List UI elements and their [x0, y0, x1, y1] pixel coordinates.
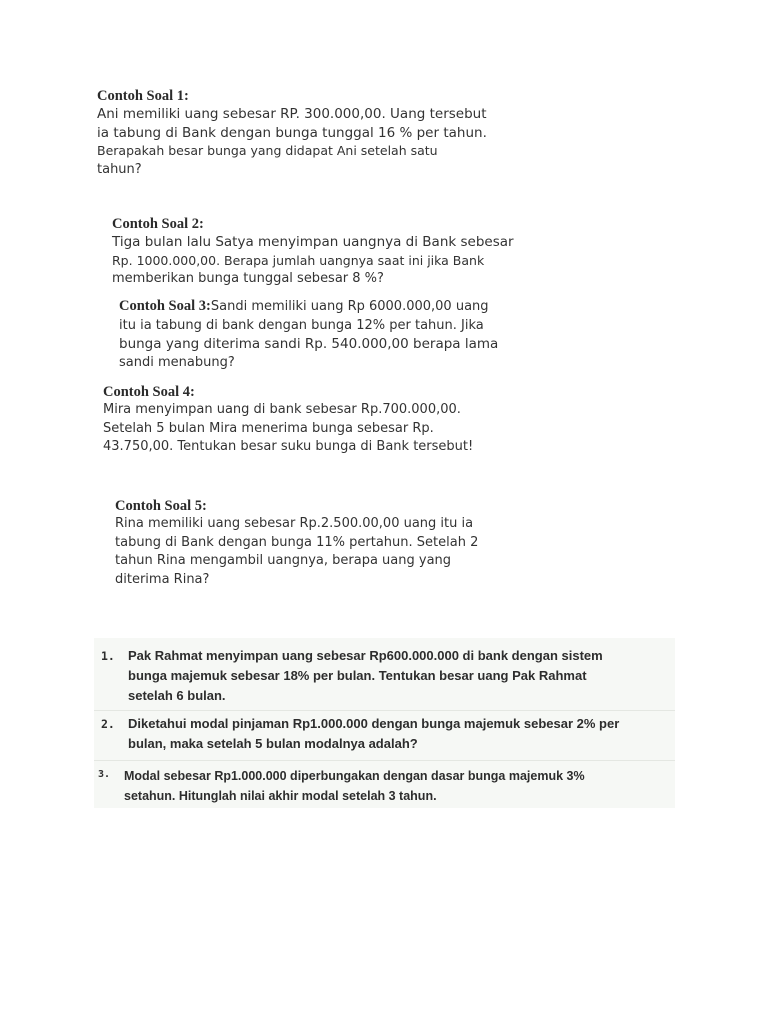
soal-4-heading: Contoh Soal 4:: [103, 384, 195, 400]
item-3-number: 3.: [98, 769, 111, 780]
soal-4-line-3: 43.750,00. Tentukan besar suku bunga di Bank tersebut!: [103, 439, 474, 454]
item-3-text: [124, 766, 585, 806]
soal-3-line-1: [119, 297, 498, 317]
soal-5-heading: Contoh Soal 5:: [115, 498, 207, 514]
soal-5-line-4: diterima Rina?: [115, 571, 210, 587]
soal-1-line-1: Ani memiliki uang sebesar RP. 300.000,00. Uang tersebut: [97, 106, 487, 122]
soal-2-heading: Contoh Soal 2:: [112, 216, 204, 232]
soal-3-line-4: sandi menabung?: [119, 354, 235, 370]
item-3-line-2: setahun. Hitunglah nilai akhir modal setelah 3 tahun.: [124, 789, 437, 803]
soal-3-line-3: bunga yang diterima sandi Rp. 540.000,00 berapa lama: [119, 336, 499, 352]
soal-1-line-2: ia tabung di Bank dengan bunga tunggal 16 % per tahun.: [97, 124, 487, 141]
item-2-number: 2.: [101, 717, 115, 731]
item-1-number: 1.: [101, 649, 115, 663]
soal-2-line-1: Tiga bulan lalu Satya menyimpan uangnya di Bank sebesar: [112, 234, 514, 250]
soal-2-line-2: Rp. 1000.000,00. Berapa jumlah uangnya saat ini jika Bank: [112, 252, 485, 268]
soal-4-line-1: Mira menyimpan uang di bank sebesar Rp.700.000,00.: [103, 402, 461, 417]
soal-2-line-3: memberikan bunga tunggal sebesar 8 %?: [112, 271, 384, 286]
soal-4: [103, 384, 473, 457]
item-2-line-1: Diketahui modal pinjaman Rp1.000.000 dengan bunga majemuk sebesar 2% per: [128, 716, 620, 731]
soal-1: [97, 88, 487, 179]
item-3-line-1: Modal sebesar Rp1.000.000 diperbungakan dengan dasar bunga majemuk 3%: [124, 769, 585, 783]
soal-1-line-3: Berapakah besar bunga yang didapat Ani setelah satu: [97, 143, 438, 158]
item-1-text: [128, 646, 603, 706]
item-2-text: [128, 714, 619, 754]
item-2-line-2: bulan, maka setelah 5 bulan modalnya adalah?: [128, 736, 418, 751]
soal-2: [112, 216, 514, 289]
compound-interest-panel: [94, 638, 675, 808]
item-1-line-1: Pak Rahmat menyimpan uang sebesar Rp600.000.000 di bank dengan sistem: [128, 648, 603, 663]
item-1-line-3: setelah 6 bulan.: [128, 688, 226, 703]
panel-divider-1: [94, 710, 675, 711]
soal-1-line-4: tahun?: [97, 161, 142, 177]
soal-5-line-2: tabung di Bank dengan bunga 11% pertahun. Setelah 2: [115, 534, 479, 550]
soal-5: [115, 498, 478, 589]
soal-1-heading: Contoh Soal 1:: [97, 88, 189, 104]
soal-3-line-2: itu ia tabung di bank dengan bunga 12% per tahun. Jika: [119, 317, 484, 333]
item-1-line-2: bunga majemuk sebesar 18% per bulan. Tentukan besar uang Pak Rahmat: [128, 668, 587, 683]
soal-3-first-line-rest: Sandi memiliki uang Rp 6000.000,00 uang: [210, 299, 489, 314]
soal-4-line-2: Setelah 5 bulan Mira menerima bunga sebesar Rp.: [103, 420, 434, 436]
soal-5-line-3: tahun Rina mengambil uangnya, berapa uang yang: [115, 553, 452, 568]
soal-3-heading: Contoh Soal 3:: [119, 298, 211, 314]
soal-3: [119, 297, 498, 372]
soal-5-line-1: Rina memiliki uang sebesar Rp.2.500.00,00 uang itu ia: [115, 516, 474, 531]
panel-divider-2: [94, 760, 675, 761]
